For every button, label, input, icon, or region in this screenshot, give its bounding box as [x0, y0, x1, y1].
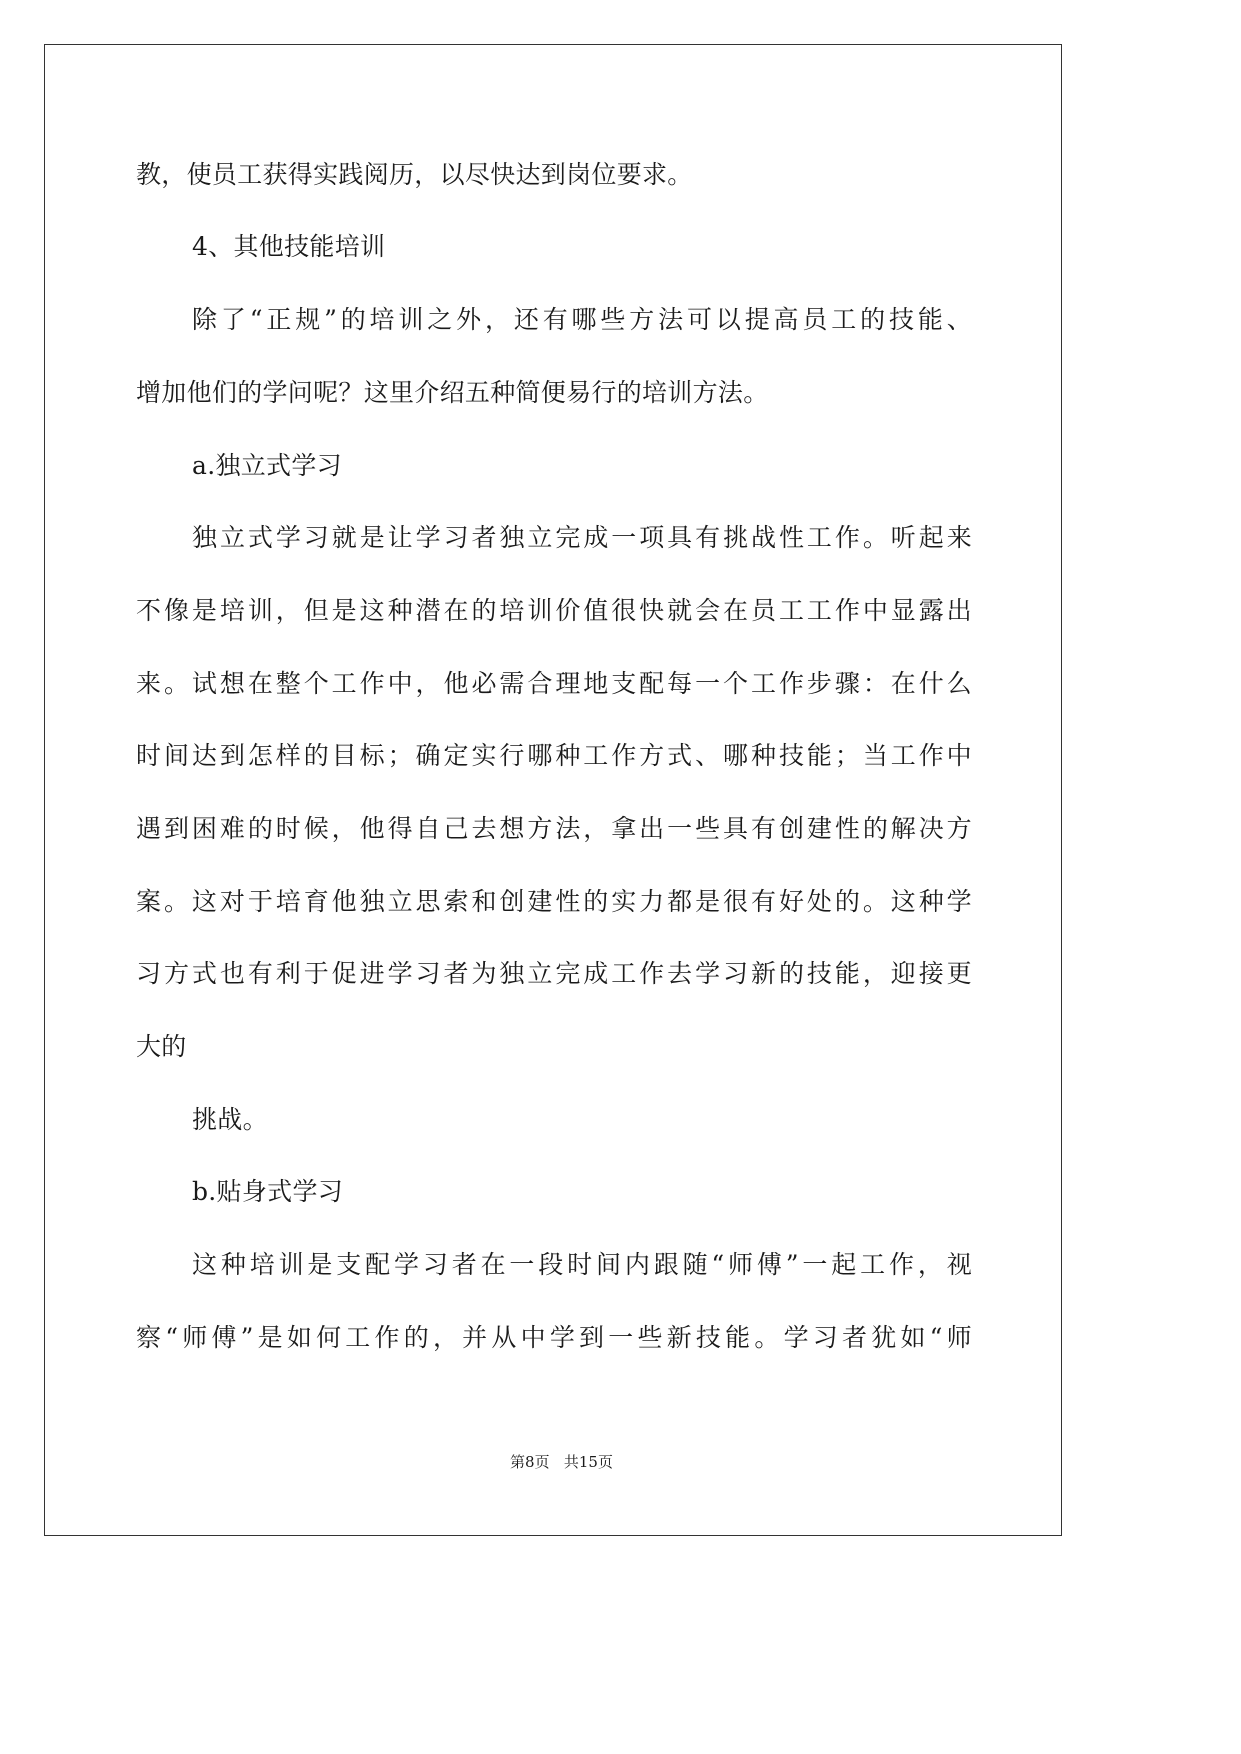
text-line-10: 遇到困难的时候，他得自己去想方法，拿出一些具有创建性的解决方	[136, 814, 972, 843]
text-line-9: 时间达到怎样的目标；确定实行哪种工作方式、哪种技能；当工作中	[136, 741, 972, 770]
text-line-1: 教，使员工获得实践阅历，以尽快达到岗位要求。	[136, 160, 693, 189]
text-line-16: 这种培训是支配学习者在一段时间内跟随“师傅”一起工作，视	[192, 1250, 972, 1279]
text-line-11: 案。这对于培育他独立思索和创建性的实力都是很有好处的。这种学	[136, 887, 972, 916]
text-line-6: 独立式学习就是让学习者独立完成一项具有挑战性工作。听起来	[192, 523, 972, 552]
subheading-b: b.贴身式学习	[192, 1177, 344, 1206]
text-line-4: 增加他们的学问呢？这里介绍五种简便易行的培训方法。	[136, 378, 769, 407]
text-line-13: 大的	[136, 1032, 187, 1061]
text-line-3: 除了“正规”的培训之外，还有哪些方法可以提高员工的技能、	[192, 305, 972, 334]
text-line-17: 察“师傅”是如何工作的，并从中学到一些新技能。学习者犹如“师	[136, 1323, 972, 1352]
page-number-footer: 第8页 共15页	[510, 1453, 613, 1471]
text-line-12: 习方式也有利于促进学习者为独立完成工作去学习新的技能，迎接更	[136, 959, 972, 988]
subheading-a: a.独立式学习	[192, 451, 342, 480]
section-heading-4: 4、其他技能培训	[192, 232, 386, 261]
text-line-7: 不像是培训，但是这种潜在的培训价值很快就会在员工工作中显露出	[136, 596, 972, 625]
text-line-8: 来。试想在整个工作中，他必需合理地支配每一个工作步骤：在什么	[136, 669, 972, 698]
text-line-14: 挑战。	[192, 1105, 268, 1134]
page-border	[44, 44, 1062, 1536]
